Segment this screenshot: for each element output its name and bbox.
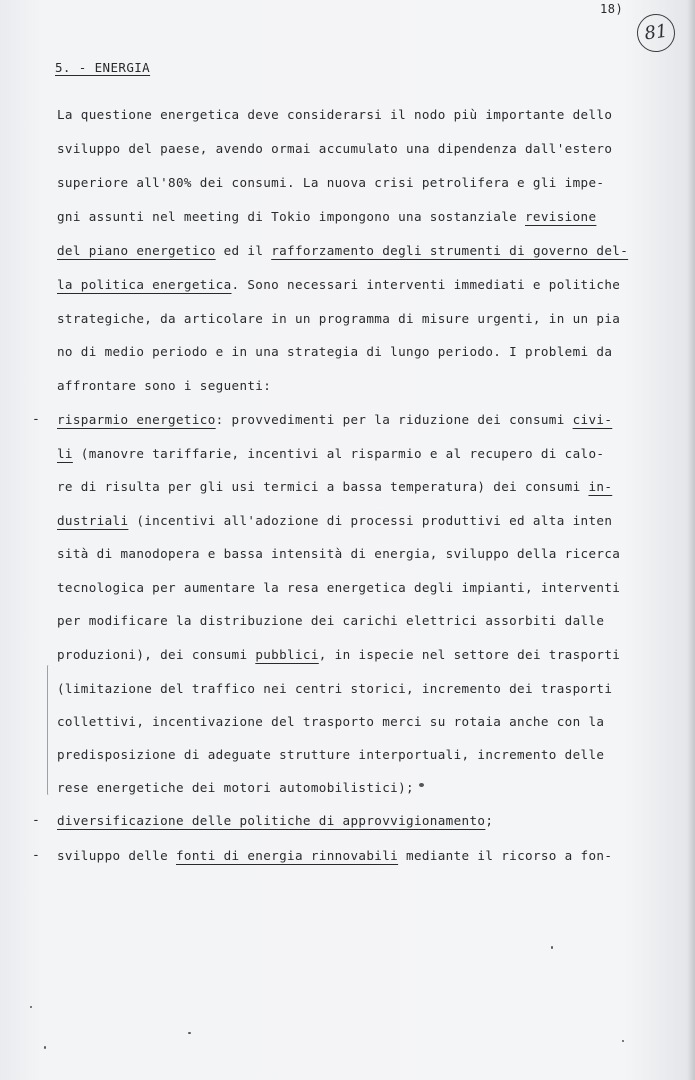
text-line: per modificare la distribuzione dei carichi elettrici assorbiti dalle (57, 613, 605, 628)
text-line: La questione energetica deve considerarsi il nodo più importante dello (57, 107, 613, 122)
archive-stamp: 81 (635, 12, 678, 55)
text-line: produzioni), dei consumi pubblici, in ispecie nel settore dei trasporti (57, 647, 621, 662)
text-line: strategiche, da articolare in un programma di misure urgenti, in un pia (57, 311, 621, 326)
bullet-dash: - (32, 848, 40, 863)
text-line: collettivi, incentivazione del trasporto merci su rotaia anche con la (57, 714, 605, 729)
text-line: tecnologica per aumentare la resa energetica degli impianti, interventi (57, 580, 621, 595)
section-heading-text: 5. - ENERGIA (55, 60, 151, 75)
bullet-dash: - (32, 813, 40, 828)
text-line: (limitazione del traffico nei centri storici, incremento dei trasporti (57, 681, 613, 696)
speck (188, 1032, 191, 1034)
text-line: la politica energetica. Sono necessari interventi immediati e politiche (57, 277, 621, 292)
speck (30, 1006, 32, 1008)
text-line: sità di manodopera e bassa intensità di energia, sviluppo della ricerca (57, 546, 621, 561)
text-line: rese energetiche dei motori automobilistici); (57, 780, 414, 795)
text-line: gni assunti nel meeting di Tokio impongono una sostanziale revisione (57, 209, 597, 224)
text-line: re di risulta per gli usi termici a bassa temperatura) dei consumi in- (57, 479, 613, 494)
text-line: li (manovre tariffarie, incentivi al risparmio e al recupero di calo- (57, 446, 605, 461)
text-line: sviluppo del paese, avendo ormai accumulato una dipendenza dall'estero (57, 141, 613, 156)
speck (551, 946, 553, 949)
page-edge-shadow (687, 0, 695, 1080)
text-line: sviluppo delle fonti di energia rinnovabili mediante il ricorso a fon- (57, 848, 613, 863)
text-line: affrontare sono i seguenti: (57, 378, 272, 393)
speck (44, 1046, 46, 1049)
section-heading (55, 60, 150, 75)
speck (622, 1040, 624, 1042)
bullet-dash: - (32, 412, 40, 427)
text-line: no di medio periodo e in una strategia di lungo periodo. I problemi da (57, 344, 613, 359)
margin-pencil-mark (47, 665, 50, 795)
ink-blot (419, 783, 424, 787)
text-line: dustriali (incentivi all'adozione di processi produttivi ed alta inten (57, 513, 613, 528)
text-line: risparmio energetico: provvedimenti per la riduzione dei consumi civi- (57, 412, 613, 427)
text-line: diversificazione delle politiche di approvvigionamento; (57, 813, 494, 828)
text-line: superiore all'80% dei consumi. La nuova crisi petrolifera e gli impe- (57, 175, 605, 190)
page-number: 18) (600, 2, 624, 16)
text-line: del piano energetico ed il rafforzamento degli strumenti di governo del- (57, 243, 629, 258)
text-line: predisposizione di adeguate strutture interportuali, incremento delle (57, 747, 605, 762)
